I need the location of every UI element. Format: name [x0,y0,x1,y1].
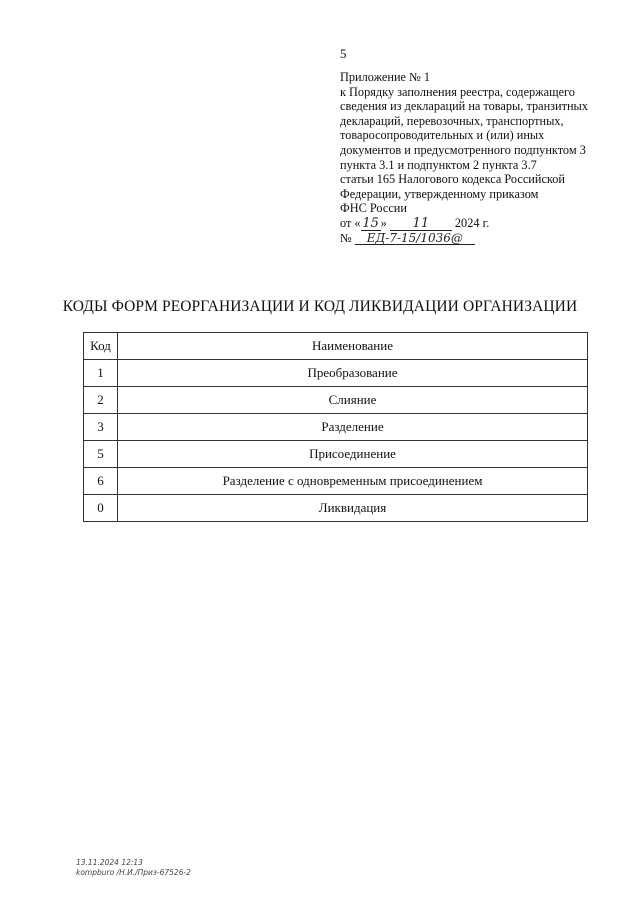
cell-name: Разделение с одновременным присоединением [118,468,588,495]
appendix-line: ФНС России [340,201,407,216]
order-date [340,216,620,231]
order-number [340,231,620,246]
appendix-line: документов и предусмотренного подпунктом 3 [340,142,586,157]
appendix-line: товаросопроводительных и (или) иных [340,128,545,143]
number-value: ЕД-7-15/1036@ [355,232,475,245]
header-name: Наименование [118,333,588,360]
page-title: КОДЫ ФОРМ РЕОРГАНИЗАЦИИ И КОД ЛИКВИДАЦИИ ОРГАНИЗАЦИИ [62,298,578,315]
cell-code: 0 [84,495,118,522]
page-number: 5 [340,46,347,61]
table-row [84,495,588,522]
appendix-line: Федерации, утвержденному приказом [340,186,539,201]
table-row [84,360,588,387]
table-row [84,414,588,441]
appendix-line: деклараций, перевозочных, транспортных, [340,113,564,128]
cell-name: Преобразование [118,360,588,387]
cell-code: 5 [84,441,118,468]
table-row [84,387,588,414]
appendix-line: к Порядку заполнения реестра, содержащего [340,84,575,99]
codes-table [83,332,588,522]
cell-name: Ликвидация [118,495,588,522]
cell-name: Слияние [118,387,588,414]
appendix-line: сведения из деклараций на товары, транзитных [340,99,588,114]
table-row [84,441,588,468]
cell-code: 6 [84,468,118,495]
appendix-line: статьи 165 Налогового кодекса Российской [340,172,565,187]
table-header-row [84,333,588,360]
date-mid: » [380,215,387,230]
table-row [84,468,588,495]
cell-code: 3 [84,414,118,441]
appendix-line: Приложение № 1 [340,70,431,84]
appendix-block [340,70,620,246]
header-code: Код [84,333,118,360]
footer-stamp [76,858,191,878]
cell-name: Разделение [118,414,588,441]
date-prefix: от « [340,215,361,230]
cell-name: Присоединение [118,441,588,468]
appendix-line: пункта 3.1 и подпунктом 2 пункта 3.7 [340,157,537,172]
number-prefix: № [340,230,352,245]
footer-line: 13.11.2024 12:13 [76,858,143,867]
cell-code: 2 [84,387,118,414]
date-month: 11 [390,218,452,231]
footer-line: kompburo /Н.И./Приз-67526-2 [76,868,191,877]
date-year: 2024 г. [454,215,490,230]
cell-code: 1 [84,360,118,387]
date-day: 15 [362,215,379,231]
